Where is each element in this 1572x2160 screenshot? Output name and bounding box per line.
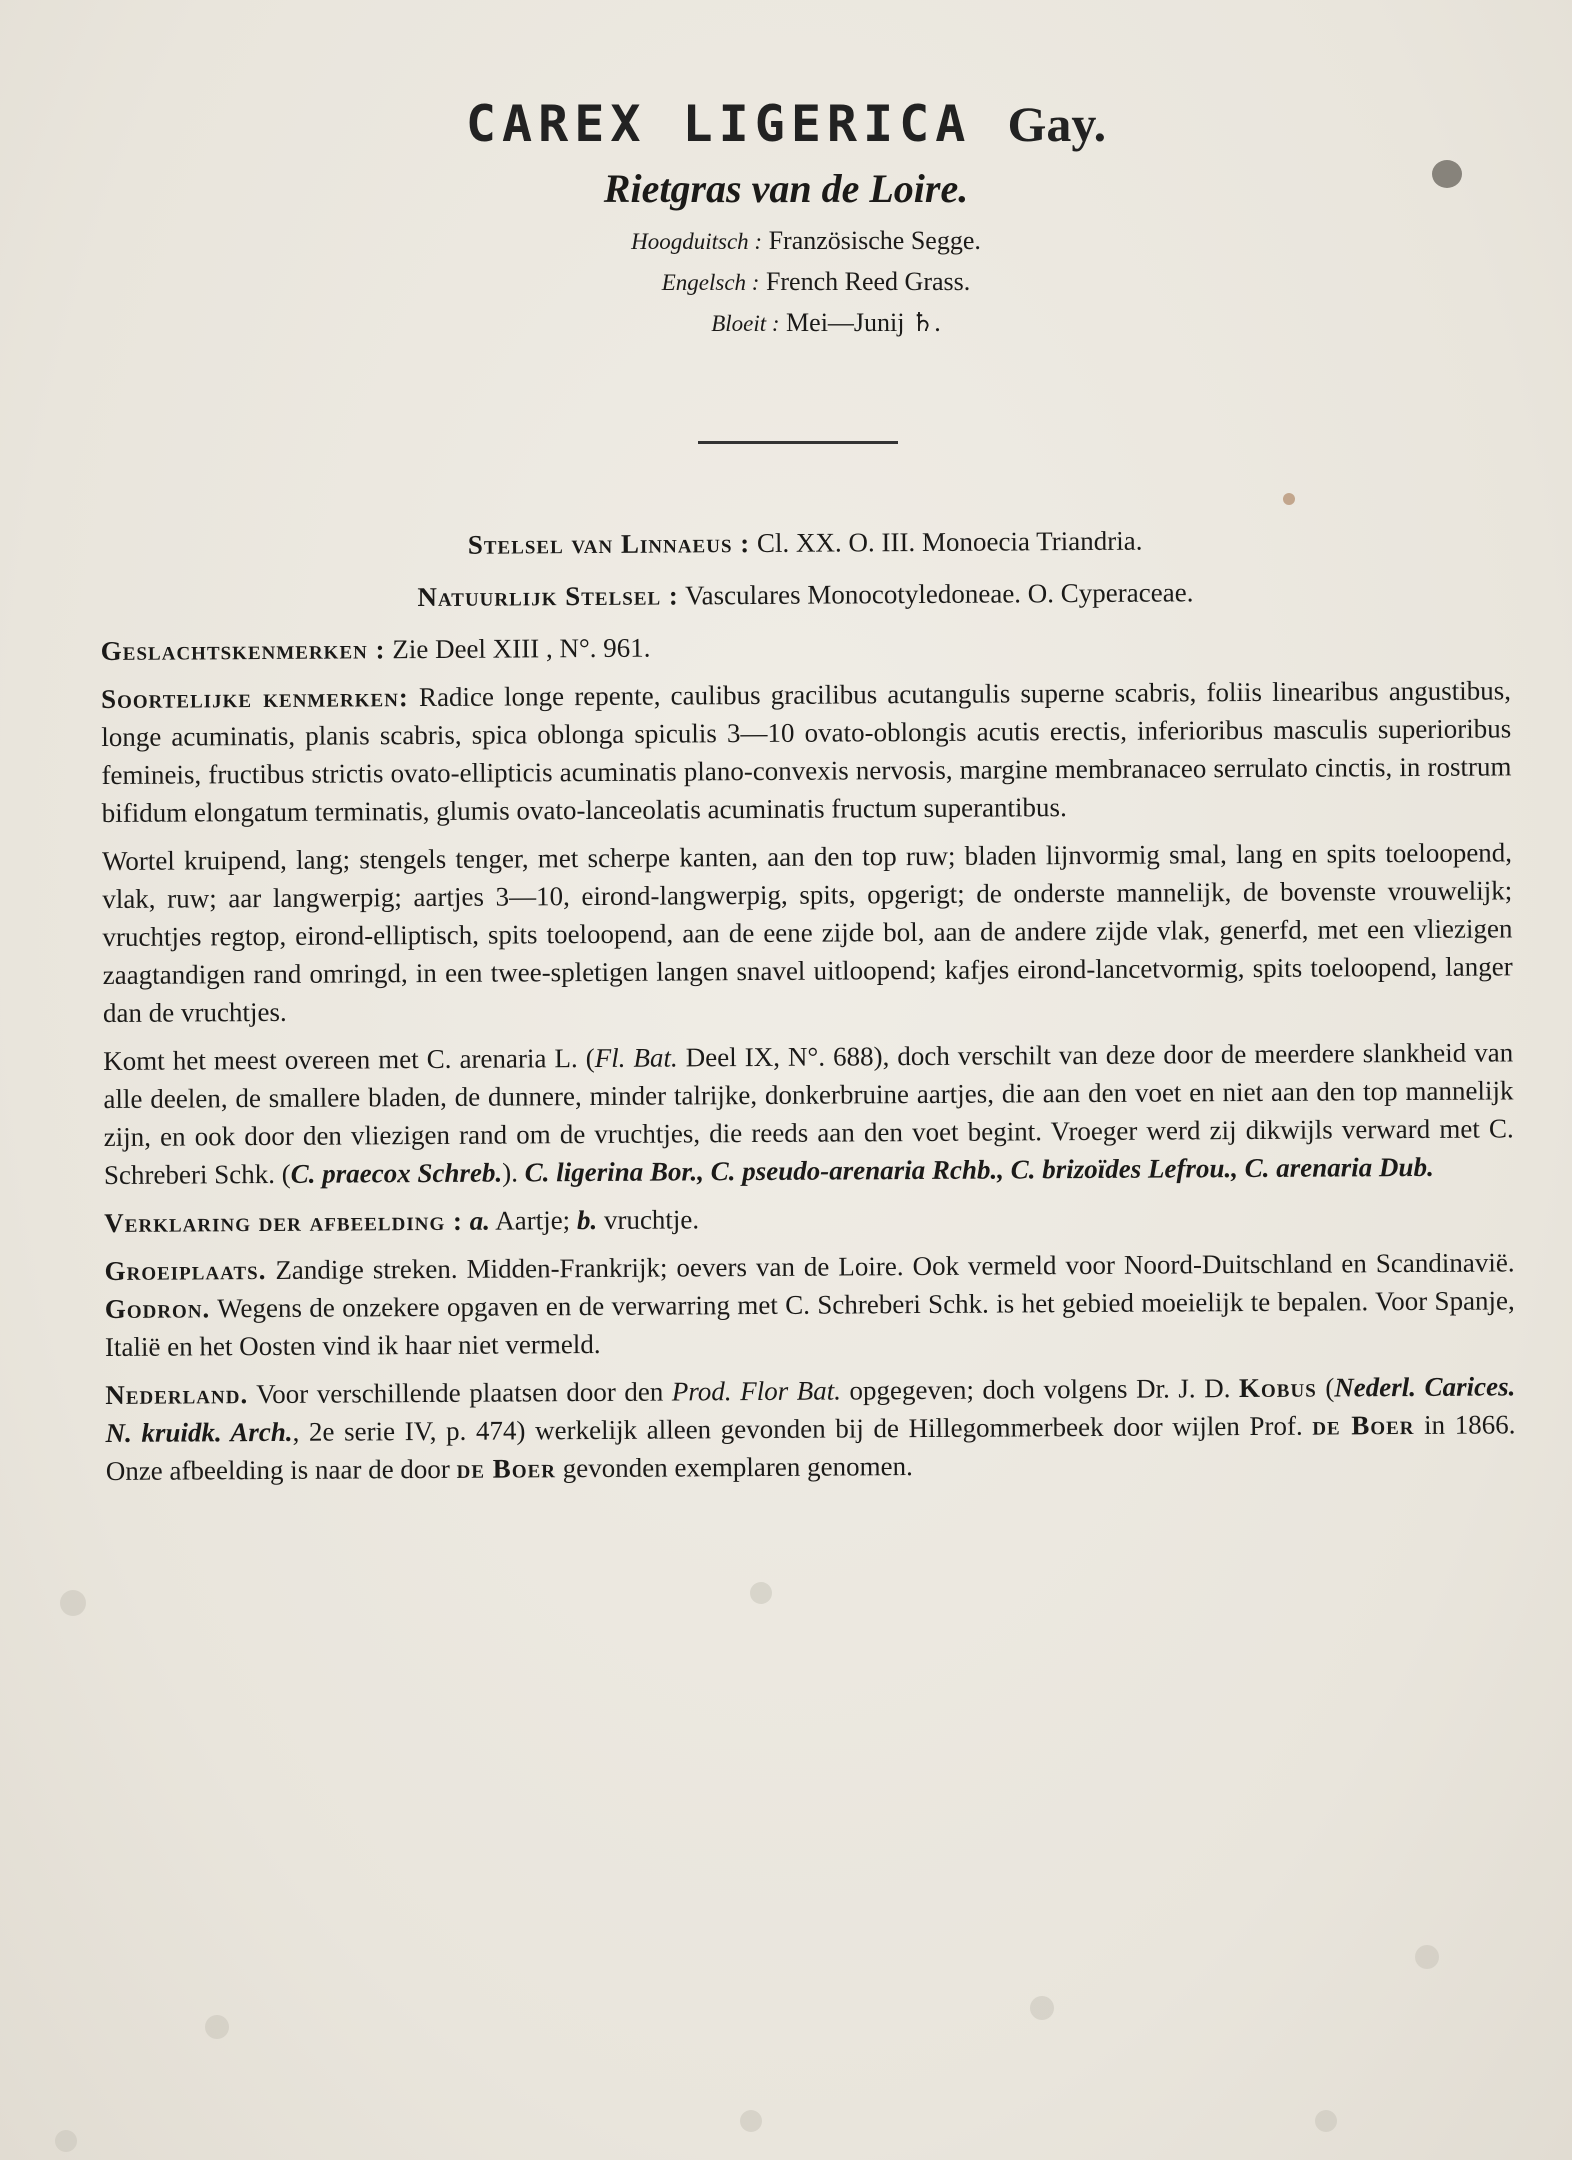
author-name: de Boer <box>456 1453 557 1484</box>
paper-stain <box>55 2130 77 2152</box>
text-run: vruchtje. <box>597 1204 700 1235</box>
meta-value: French Reed Grass. <box>765 267 971 296</box>
text-run: Komt het meest overeen met C. arenaria L. ( <box>103 1042 595 1076</box>
text-run: , 2e serie IV, p. 474) werkelijk alleen gevonden bij de Hillegommerbeek door wijlen Prof. <box>292 1410 1313 1447</box>
section-label: Verklaring der afbeelding : <box>104 1205 464 1238</box>
komt-paragraph <box>103 1033 1514 1194</box>
paper-stain <box>1283 493 1295 505</box>
author-name: Godron. <box>104 1293 211 1324</box>
soortelijke-kenmerken <box>101 671 1512 832</box>
meta-value: Mei—Junij ♄. <box>786 308 941 337</box>
paper-stain <box>750 1582 772 1604</box>
verklaring-paragraph <box>104 1195 1514 1242</box>
synonym-list: C. ligerina Bor., C. pseudo-arenaria Rchb., C. brizoïdes Lefrou., C. arenaria Dub. <box>524 1151 1434 1188</box>
section-label: Geslachtskenmerken : <box>100 634 386 666</box>
section-label: Stelsel van Linnaeus : <box>467 528 751 560</box>
author-name: Kobus <box>1238 1372 1317 1404</box>
species-name: CAREX LIGERICA <box>465 95 972 153</box>
paper-stain <box>1315 2110 1337 2132</box>
text-run: opgegeven; doch volgens Dr. J. D. <box>840 1373 1240 1406</box>
paper-stain <box>60 1590 86 1616</box>
reference: Nederl. Carices. N. kruidk. Arch. <box>105 1371 1516 1448</box>
meta-label: Hoogduitsch : <box>631 229 763 254</box>
meta-label: Engelsch : <box>661 270 760 295</box>
species-title <box>0 95 1572 153</box>
text-run: gevonden exemplaren genomen. <box>555 1451 913 1484</box>
text-run: Wegens de onzekere opgaven en de verwarring met C. Schreberi Schk. is het gebied moeielijk te bepalen. Voor Spanje, Italië en het Oosten vind ik haar niet vermeld. <box>104 1285 1515 1362</box>
text-run: Zandige streken. Midden-Frankrijk; oevers van de Loire. Ook vermeld voor Noord-Duitschland en Scandinavië. <box>266 1247 1515 1285</box>
reference: Prod. Flor Bat. <box>671 1375 842 1407</box>
dutch-name: Rietgras van de Loire. <box>603 166 969 211</box>
species-author: Gay. <box>1007 96 1107 152</box>
stelsel-linnaeus <box>100 519 1510 566</box>
section-label: Natuurlijk Stelsel : <box>417 580 679 613</box>
section-value: Cl. XX. O. III. Monoecia Triandria. <box>756 525 1143 558</box>
groeiplaats-paragraph <box>104 1243 1515 1366</box>
meta-label: Bloeit : <box>711 311 780 336</box>
section-label: Groeiplaats. <box>104 1254 267 1286</box>
text-run: Deel IX, N°. 688), doch verschilt van deze door de meerdere slankheid van alle deelen, de smallere bladen, de dunnere, minder talrijke, donkerbruine aartjes, die aan den voet en niet aan den top mannelijk zijn, en ook door den vliezigen rand om de vruchtjes, die reeds aan den voet begint. Vroeger werd zij dikwijls verward met C. Schreberi Schk. ( <box>103 1037 1514 1190</box>
text-run: in 1866. Onze afbeelding is naar de door <box>105 1409 1516 1486</box>
common-names <box>0 226 1572 339</box>
text-run: ( <box>1316 1372 1335 1403</box>
meta-german <box>20 226 1572 257</box>
stelsel-natuurlijk <box>100 571 1510 618</box>
meta-value: Französische Segge. <box>768 226 981 255</box>
section-value: Zie Deel XIII , N°. 961. <box>392 632 651 665</box>
meta-english <box>30 267 1572 298</box>
text-run: ). <box>502 1157 518 1188</box>
section-value: Radice longe repente, caulibus gracilibus acutangulis superne scabris, foliis linearibus angustibus, longe acuminatis, planis scabris, spica oblonga spiculis 3—10 ovato-oblongis acutis erectis, inferioribus masculis superioribus femineis, fructibus strictis ovato-ellipticis acuminatis plano-convexis nervosis, margine membranaceo serrulato cinctis, in rostrum bifidum elongatum terminatis, glumis ovato-lanceolatis acuminatis fructum superantibus. <box>101 675 1512 828</box>
text-run: Voor verschillende plaatsen door den <box>248 1376 672 1410</box>
section-label: Soortelijke kenmerken: <box>100 682 409 714</box>
section-value: Vasculares Monocotyledoneae. O. Cyperaceae. <box>685 577 1194 611</box>
synonym: C. praecox Schreb. <box>290 1157 503 1189</box>
description-body <box>100 519 1516 1500</box>
text-run: Aartje; <box>489 1205 577 1236</box>
figure-letter: a. <box>469 1205 491 1236</box>
nederland-paragraph <box>105 1367 1516 1490</box>
paper-stain <box>1030 1996 1054 2020</box>
reference: Fl. Bat. <box>594 1042 678 1073</box>
author-name: de Boer <box>1312 1409 1415 1441</box>
header <box>0 95 1572 339</box>
geslachtskenmerken <box>101 623 1511 670</box>
meta-flowering <box>40 308 1572 339</box>
divider-rule <box>698 441 898 444</box>
paper-stain <box>1415 1945 1439 1969</box>
section-label: Nederland. <box>105 1379 249 1410</box>
figure-letter: b. <box>576 1204 598 1236</box>
paper-stain <box>205 2015 229 2039</box>
paper-stain <box>740 2110 762 2132</box>
wortel-paragraph: Wortel kruipend, lang; stengels tenger, met scherpe kanten, aan den top ruw; bladen lijnvormig smal, lang en spits toeloopend, vlak, ruw; aar langwerpig; aartjes 3—10, eirond-langwerpig, spits, opgerigt; de onderste mannelijk, de bovenste vrouwelijk; vruchtjes regtop, eirond-elliptisch, spits toeloopend, aan de eene zijde bol, aan de andere zijde vlak, generfd, met een vliezigen zaagtandigen rand omringd, in een twee-spletigen langen snavel uitloopend; kafjes eirond-lancetvormig, spits toeloopend, langer dan de vruchtjes. <box>101 837 1513 1028</box>
